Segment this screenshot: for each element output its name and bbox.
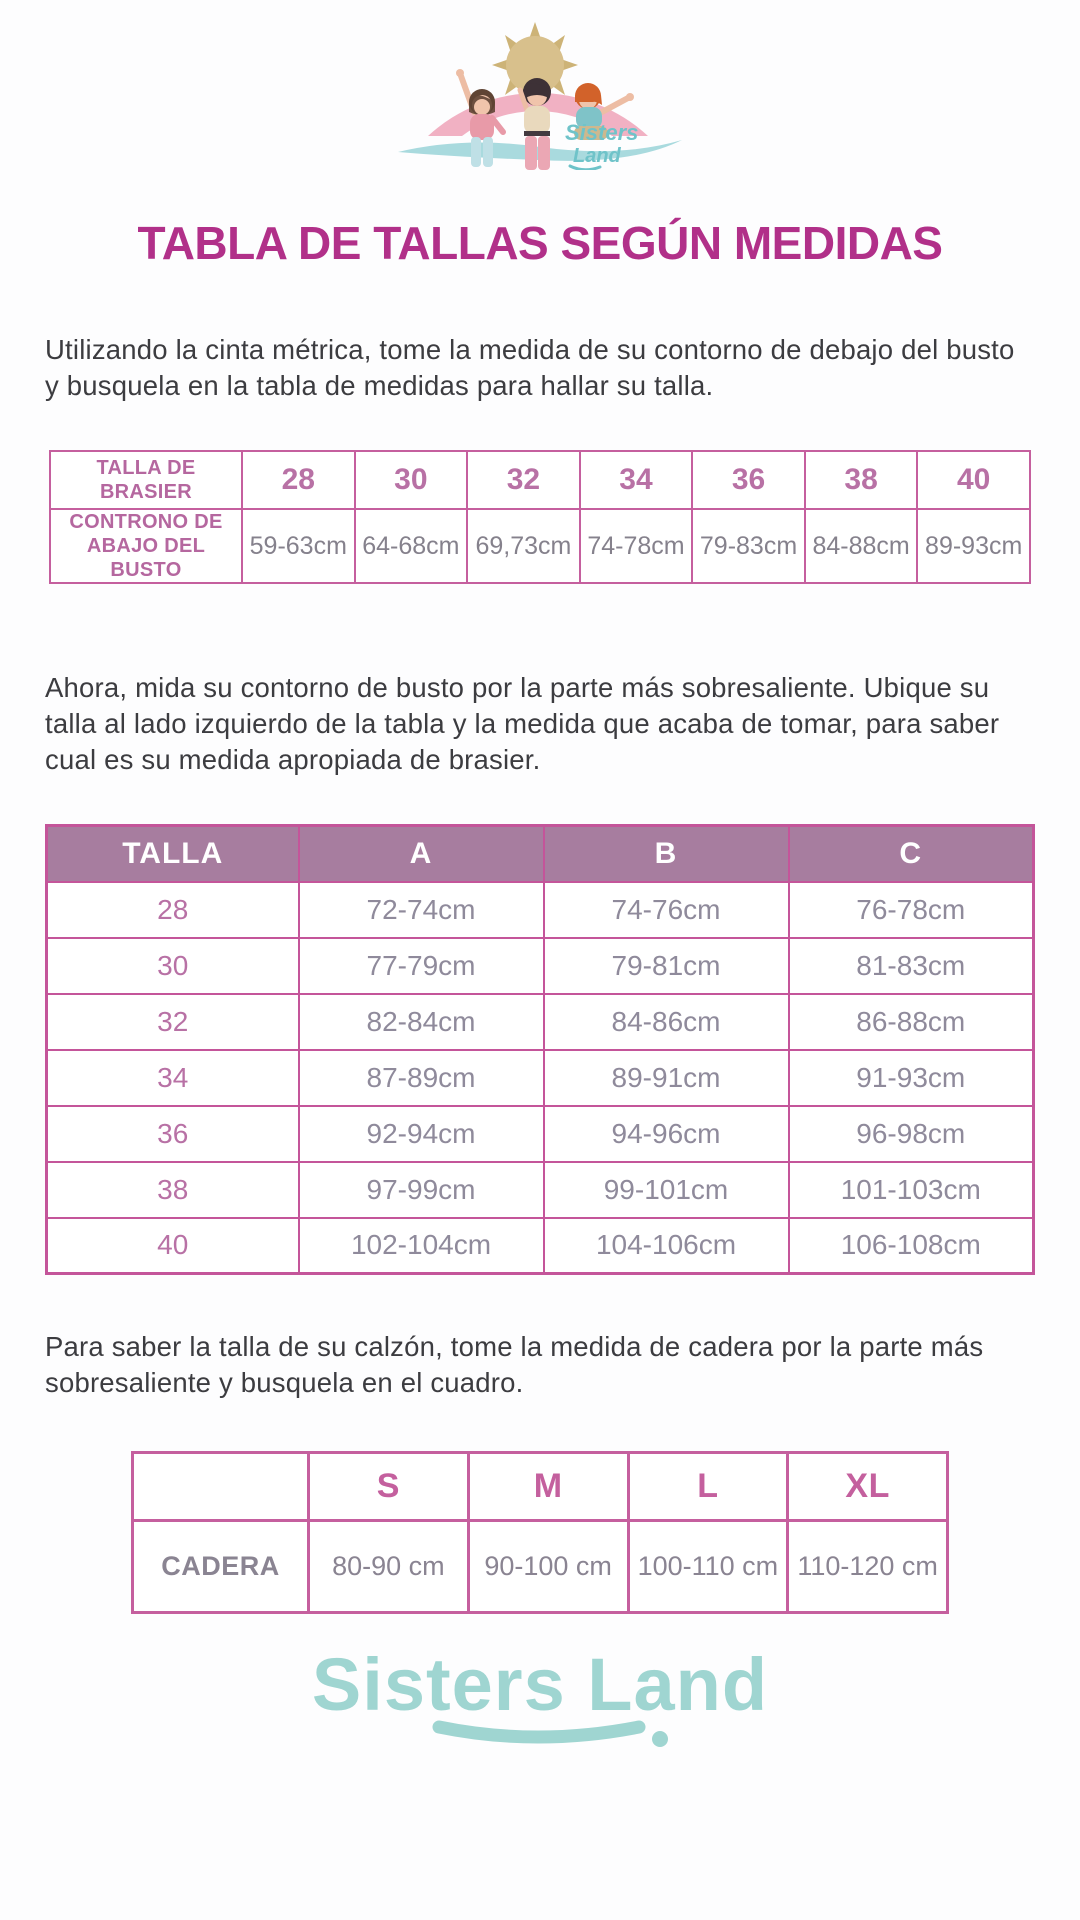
cup-size-table bbox=[45, 824, 1035, 1275]
band-range-cell: 79-83cm bbox=[692, 509, 805, 583]
hip-header-l: L bbox=[628, 1453, 788, 1521]
hip-value-cell: 100-110 cm bbox=[628, 1521, 788, 1613]
cup-header-talla: TALLA bbox=[47, 826, 299, 882]
hip-header-s: S bbox=[309, 1453, 469, 1521]
band-range-row bbox=[50, 509, 1030, 583]
band-range-cell: 64-68cm bbox=[355, 509, 468, 583]
hip-row-label: CADERA bbox=[133, 1521, 309, 1613]
cup-size-cell: 40 bbox=[47, 1218, 299, 1274]
cup-size-cell: 34 bbox=[47, 1050, 299, 1106]
cup-value-cell: 96-98cm bbox=[789, 1106, 1034, 1162]
cup-value-cell: 82-84cm bbox=[299, 994, 544, 1050]
brand-logo-illustration bbox=[370, 10, 710, 170]
band-range-cell: 84-88cm bbox=[805, 509, 918, 583]
band-size-cell: 34 bbox=[580, 451, 693, 509]
band-size-cell: 30 bbox=[355, 451, 468, 509]
cup-value-cell: 99-101cm bbox=[544, 1162, 789, 1218]
band-size-cell: 40 bbox=[917, 451, 1030, 509]
cup-header-c: C bbox=[789, 826, 1034, 882]
cup-value-cell: 104-106cm bbox=[544, 1218, 789, 1274]
hip-header-m: M bbox=[468, 1453, 628, 1521]
band-range-cell: 74-78cm bbox=[580, 509, 693, 583]
page-title: TABLA DE TALLAS SEGÚN MEDIDAS bbox=[137, 217, 943, 269]
cup-value-cell: 106-108cm bbox=[789, 1218, 1034, 1274]
band-size-row bbox=[50, 451, 1030, 509]
cup-value-cell: 92-94cm bbox=[299, 1106, 544, 1162]
cup-size-cell: 38 bbox=[47, 1162, 299, 1218]
band-size-cell: 32 bbox=[467, 451, 580, 509]
brand-text-line1: Sisters bbox=[565, 120, 639, 145]
cup-value-cell: 91-93cm bbox=[789, 1050, 1034, 1106]
cup-value-cell: 89-91cm bbox=[544, 1050, 789, 1106]
hip-value-cell: 90-100 cm bbox=[468, 1521, 628, 1613]
table-row bbox=[47, 994, 1034, 1050]
band-row2-label: CONTRONO DE ABAJO DEL BUSTO bbox=[50, 509, 242, 583]
cup-value-cell: 86-88cm bbox=[789, 994, 1034, 1050]
cup-value-cell: 84-86cm bbox=[544, 994, 789, 1050]
cup-value-cell: 72-74cm bbox=[299, 882, 544, 938]
cup-value-cell: 77-79cm bbox=[299, 938, 544, 994]
table-row bbox=[47, 1050, 1034, 1106]
footer-underline bbox=[0, 1717, 1080, 1756]
hip-header-row bbox=[133, 1453, 948, 1521]
hip-header-empty bbox=[133, 1453, 309, 1521]
cup-header-b: B bbox=[544, 826, 789, 882]
table-row bbox=[47, 1218, 1034, 1274]
hip-header-xl: XL bbox=[788, 1453, 948, 1521]
band-size-cell: 28 bbox=[242, 451, 355, 509]
cup-value-cell: 87-89cm bbox=[299, 1050, 544, 1106]
footer-brand-text: Sisters Land bbox=[311, 1643, 769, 1726]
table-row bbox=[47, 1106, 1034, 1162]
cup-size-cell: 30 bbox=[47, 938, 299, 994]
intro-paragraph-2: Ahora, mida su contorno de busto por la parte más sobresaliente. Ubique su talla al lado izquierdo de la tabla y la medida que acaba de tomar, para saber cual es su medida apropiada de brasier. bbox=[45, 672, 1000, 775]
band-range-cell: 59-63cm bbox=[242, 509, 355, 583]
hip-value-cell: 80-90 cm bbox=[309, 1521, 469, 1613]
cup-value-cell: 76-78cm bbox=[789, 882, 1034, 938]
cup-header-a: A bbox=[299, 826, 544, 882]
brand-text-line2: Land bbox=[573, 145, 621, 167]
band-size-table bbox=[49, 450, 1031, 584]
cup-value-cell: 94-96cm bbox=[544, 1106, 789, 1162]
cup-size-cell: 36 bbox=[47, 1106, 299, 1162]
band-size-cell: 38 bbox=[805, 451, 918, 509]
band-range-cell: 69,73cm bbox=[467, 509, 580, 583]
hip-values-row bbox=[133, 1521, 948, 1613]
table-row bbox=[47, 938, 1034, 994]
band-range-cell: 89-93cm bbox=[917, 509, 1030, 583]
cup-size-cell: 32 bbox=[47, 994, 299, 1050]
band-row1-label: TALLA DE BRASIER bbox=[50, 451, 242, 509]
intro-paragraph-1: Utilizando la cinta métrica, tome la medida de su contorno de debajo del busto y busquela en la tabla de medidas para hallar su talla. bbox=[45, 334, 1015, 401]
table-row bbox=[47, 1162, 1034, 1218]
cup-size-cell: 28 bbox=[47, 882, 299, 938]
hip-size-table bbox=[131, 1451, 949, 1614]
cup-header-row bbox=[47, 826, 1034, 882]
cup-value-cell: 101-103cm bbox=[789, 1162, 1034, 1218]
brand-logo bbox=[0, 0, 1080, 172]
cup-value-cell: 102-104cm bbox=[299, 1218, 544, 1274]
intro-paragraph-3: Para saber la talla de su calzón, tome la medida de cadera por la parte más sobresaliente y busquela en el cuadro. bbox=[45, 1331, 984, 1398]
cup-value-cell: 97-99cm bbox=[299, 1162, 544, 1218]
underline-swoosh-icon bbox=[427, 1717, 677, 1751]
band-size-cell: 36 bbox=[692, 451, 805, 509]
table-row bbox=[47, 882, 1034, 938]
cup-value-cell: 74-76cm bbox=[544, 882, 789, 938]
cup-value-cell: 79-81cm bbox=[544, 938, 789, 994]
cup-value-cell: 81-83cm bbox=[789, 938, 1034, 994]
hip-value-cell: 110-120 cm bbox=[788, 1521, 948, 1613]
